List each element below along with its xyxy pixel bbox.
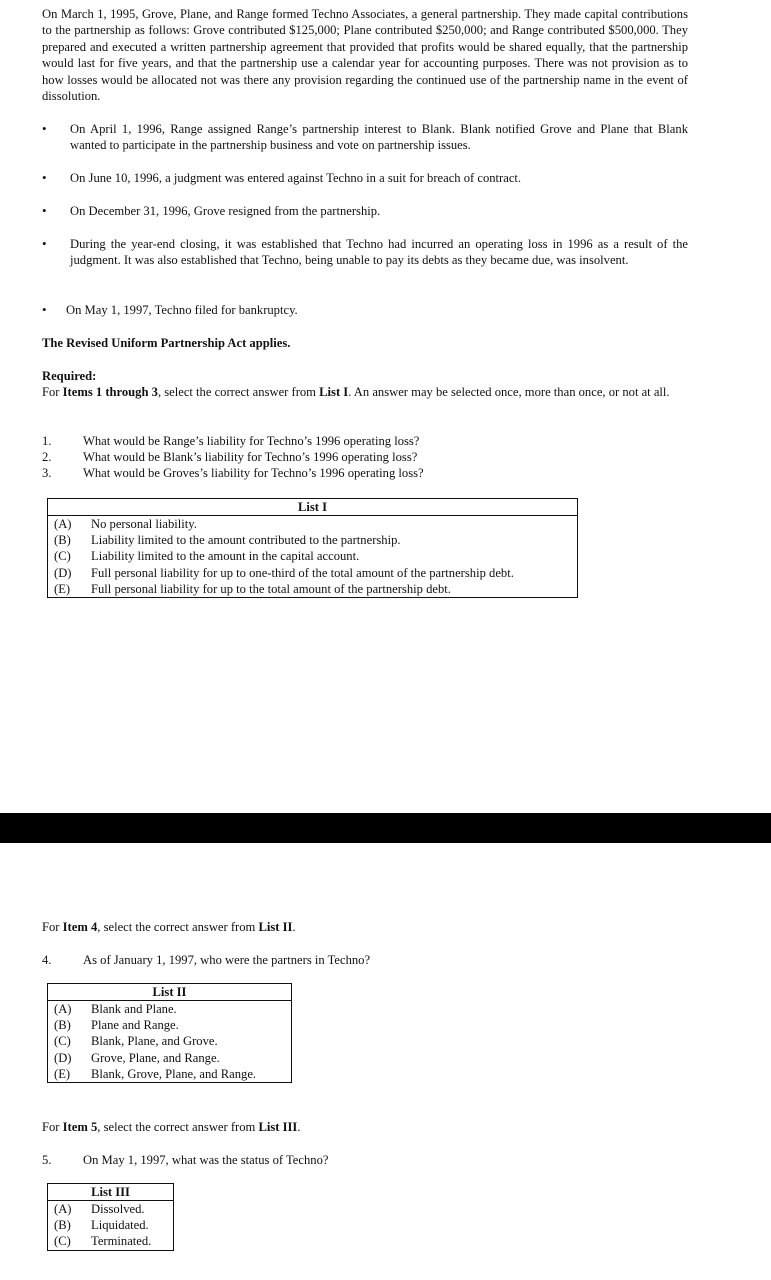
option-text: No personal liability. <box>91 517 197 531</box>
option-text: Grove, Plane, and Range. <box>91 1050 220 1065</box>
question-text: What would be Range’s liability for Techno’s 1996 operating loss? <box>83 434 420 448</box>
bullet-item <box>42 121 688 154</box>
option-code: (E) <box>54 1066 71 1081</box>
question-item <box>42 449 682 465</box>
list-title: List I <box>48 499 577 516</box>
list-row <box>48 1017 291 1033</box>
list-row <box>48 1033 291 1049</box>
bullet-item <box>42 302 688 318</box>
list-row <box>48 1201 173 1217</box>
bullet-dot: • <box>42 203 47 218</box>
question-number: 1. <box>42 434 52 448</box>
question-item <box>42 952 682 968</box>
question-text: What would be Groves’s liability for Techno’s 1996 operating loss? <box>83 466 424 480</box>
list-row <box>48 548 577 564</box>
option-text: Liability limited to the amount contributed to the partnership. <box>91 533 401 548</box>
option-code: (A) <box>54 1002 72 1016</box>
instruction-text: . An answer may be selected once, more than once, or not at all. <box>348 385 670 399</box>
list-row <box>48 1217 173 1233</box>
instruction-text: . <box>297 1120 301 1134</box>
option-code: (D) <box>54 565 72 580</box>
option-text: Dissolved. <box>91 1202 145 1216</box>
question-text: On May 1, 1997, what was the status of Techno? <box>83 1153 329 1167</box>
instruction-item-4 <box>42 919 296 935</box>
list-row <box>48 532 577 548</box>
list-title: List III <box>48 1184 173 1201</box>
instruction-text: , select the correct answer from <box>97 920 259 934</box>
list-row <box>48 1050 291 1066</box>
option-code: (B) <box>54 1218 71 1233</box>
bullet-text: On December 31, 1996, Grove resigned from the partnership. <box>70 204 381 218</box>
question-number: 4. <box>42 953 52 967</box>
option-text: Blank, Plane, and Grove. <box>91 1034 218 1049</box>
list-row <box>48 1066 291 1082</box>
question-number: 3. <box>42 466 52 480</box>
bullet-dot: • <box>42 302 47 317</box>
list-i-table <box>47 498 578 598</box>
option-text: Full personal liability for up to one-third of the total amount of the partnership debt. <box>91 565 514 580</box>
question-text: As of January 1, 1997, who were the partners in Techno? <box>83 953 371 967</box>
instruction-list: List II <box>258 920 293 934</box>
instruction-text: For <box>42 920 63 934</box>
option-text: Liability limited to the amount in the capital account. <box>91 549 360 564</box>
question-number: 2. <box>42 450 52 464</box>
bullet-dot: • <box>42 170 47 185</box>
page-separator-band <box>0 813 771 843</box>
list-row <box>48 1001 291 1017</box>
list-ii-table <box>47 983 292 1083</box>
bullet-item <box>42 203 688 219</box>
bullet-text: On May 1, 1997, Techno filed for bankruptcy. <box>66 303 298 317</box>
option-code: (A) <box>54 517 72 531</box>
bullet-item <box>42 236 688 269</box>
instruction-items: Items 1 through 3 <box>62 385 158 399</box>
instruction-items: Item 4 <box>62 920 98 934</box>
option-code: (B) <box>54 533 71 548</box>
instruction-items: Item 5 <box>62 1120 98 1134</box>
option-code: (D) <box>54 1050 72 1065</box>
instruction-text: For <box>42 1120 63 1134</box>
option-text: Blank and Plane. <box>91 1002 177 1016</box>
rupa-statement: The Revised Uniform Partnership Act applies. <box>42 336 291 350</box>
option-code: (A) <box>54 1202 72 1216</box>
question-item <box>42 465 682 481</box>
instruction-list: List III <box>258 1120 298 1134</box>
question-item <box>42 433 682 449</box>
instruction-list: List I <box>319 385 349 399</box>
option-code: (B) <box>54 1018 71 1033</box>
option-text: Full personal liability for up to the total amount of the partnership debt. <box>91 581 451 596</box>
option-text: Blank, Grove, Plane, and Range. <box>91 1066 257 1081</box>
list-title: List II <box>48 984 291 1001</box>
instruction-text: For <box>42 385 63 399</box>
instruction-items-1-3 <box>42 384 688 400</box>
option-code: (C) <box>54 549 71 564</box>
bullet-dot: • <box>42 121 47 136</box>
bullet-text: On April 1, 1996, Range assigned Range’s partnership interest to Blank. Blank notified Grove and Plane that Blank wanted to participate in the partnership business and vote on partnership issues. <box>70 122 688 153</box>
list-row <box>48 581 577 597</box>
instruction-text: , select the correct answer from <box>97 1120 259 1134</box>
intro-paragraph: On March 1, 1995, Grove, Plane, and Range formed Techno Associates, a general partnership. They made capital contributions to the partnership as follows: Grove contributed $125,000; Plane contributed $250,000; and Range contributed $500,000. They prepared and executed a written partnership agreement that provided that profits would be shared equally, that the partnership would last for five years, and that the partnership use a calendar year for accounting purposes. There was not provision as to how losses would be allocated not was there any provision regarding the continued use of the partnership name in the event of dissolution. <box>42 7 688 104</box>
bullet-dot: • <box>42 236 47 251</box>
bullet-text: On June 10, 1996, a judgment was entered against Techno in a suit for breach of contract. <box>70 171 522 185</box>
option-code: (E) <box>54 581 71 596</box>
list-row <box>48 1233 173 1249</box>
question-number: 5. <box>42 1153 52 1167</box>
list-row <box>48 565 577 581</box>
option-code: (C) <box>54 1234 71 1249</box>
question-item <box>42 1152 682 1168</box>
instruction-text: . <box>292 920 296 934</box>
required-heading: Required: <box>42 369 97 383</box>
list-iii-table <box>47 1183 174 1251</box>
option-code: (C) <box>54 1034 71 1049</box>
bullet-item <box>42 170 688 186</box>
option-text: Terminated. <box>91 1234 152 1249</box>
list-row <box>48 516 577 532</box>
option-text: Plane and Range. <box>91 1018 179 1033</box>
bullet-text: During the year-end closing, it was established that Techno had incurred an operating loss in 1996 as a result of the judgment. It was also established that Techno, being unable to pay its debts as they became due, was insolvent. <box>70 237 688 268</box>
question-text: What would be Blank’s liability for Techno’s 1996 operating loss? <box>83 450 418 464</box>
option-text: Liquidated. <box>91 1218 149 1233</box>
instruction-item-5 <box>42 1119 301 1135</box>
instruction-text: , select the correct answer from <box>157 385 320 399</box>
